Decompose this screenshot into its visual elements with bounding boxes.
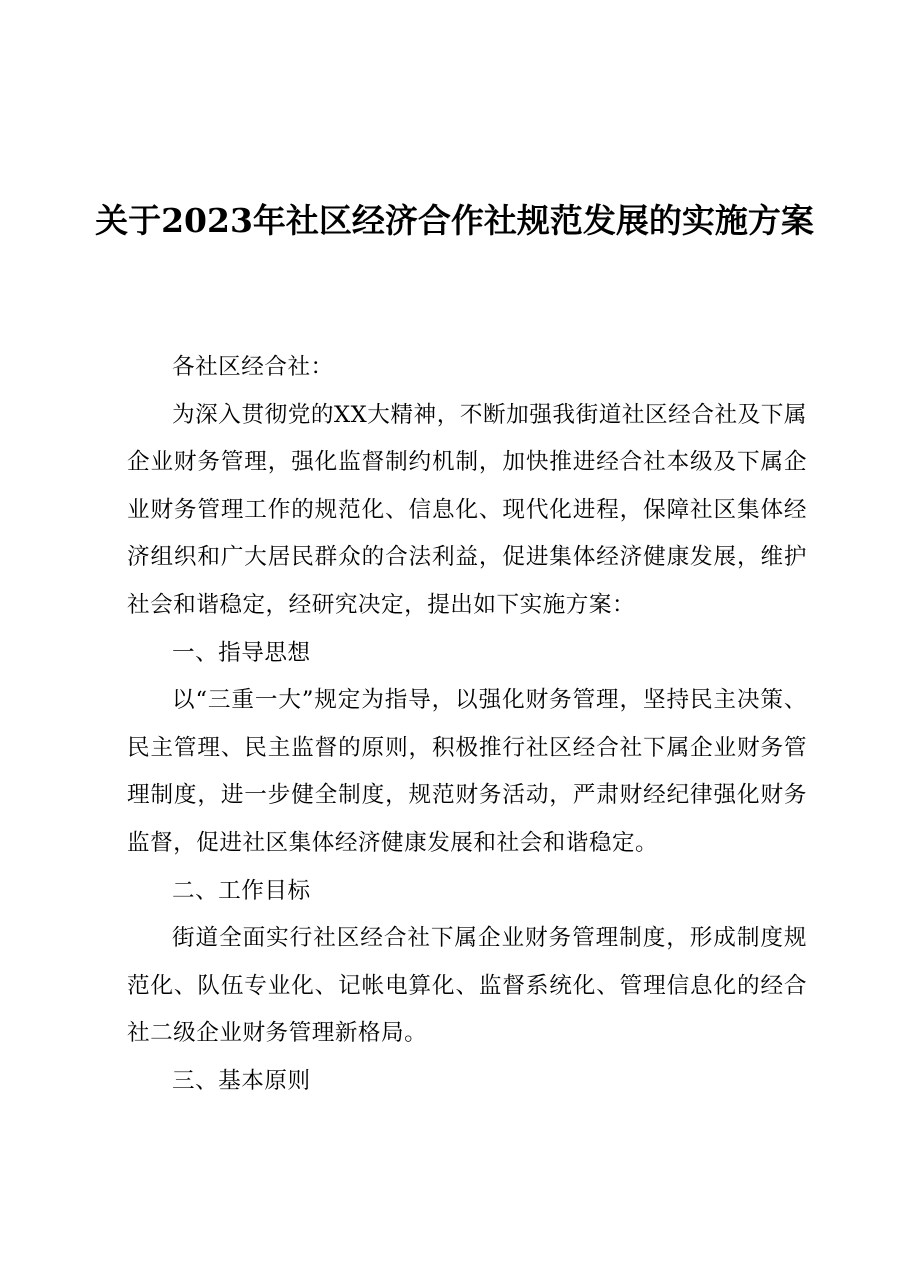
salutation: 各社区经合社： <box>172 354 334 380</box>
intro-paragraph: 为深入贯彻党的XX大精神，不断加强我街道社区经合社及下属企业财务管理，强化监督制约机制，加快推进经合社本级及下属企业财务管理工作的规范化、信息化、现代化进程，保障社区集体经济组织和广大居民群众的合法利益，促进集体经济健康发展，维护社会和谐稳定，经研究决定，提出如下实施方案： <box>127 401 807 618</box>
work-goals-paragraph: 街道全面实行社区经合社下属企业财务管理制度，形成制度规范化、队伍专业化、记帐电算化、监督系统化、管理信息化的经合社二级企业财务管理新格局。 <box>127 925 807 1047</box>
section-heading-basic-principles: 三、基本原则 <box>172 1067 311 1094</box>
guiding-ideology-paragraph: 以“三重一大”规定为指导，以强化财务管理，坚持民主决策、民主管理、民主监督的原则，积极推行社区经合社下属企业财务管理制度，进一步健全制度，规范财务活动，严肃财经纪律强化财务监督，促进社区集体经济健康发展和社会和谐稳定。 <box>127 687 807 856</box>
section-heading-guiding-ideology: 一、指导思想 <box>172 639 311 666</box>
document-title: 关于2023年社区经济合作社规范发展的实施方案 <box>95 201 814 240</box>
section-heading-work-goals: 二、工作目标 <box>172 877 311 904</box>
document-body <box>127 344 807 1106</box>
